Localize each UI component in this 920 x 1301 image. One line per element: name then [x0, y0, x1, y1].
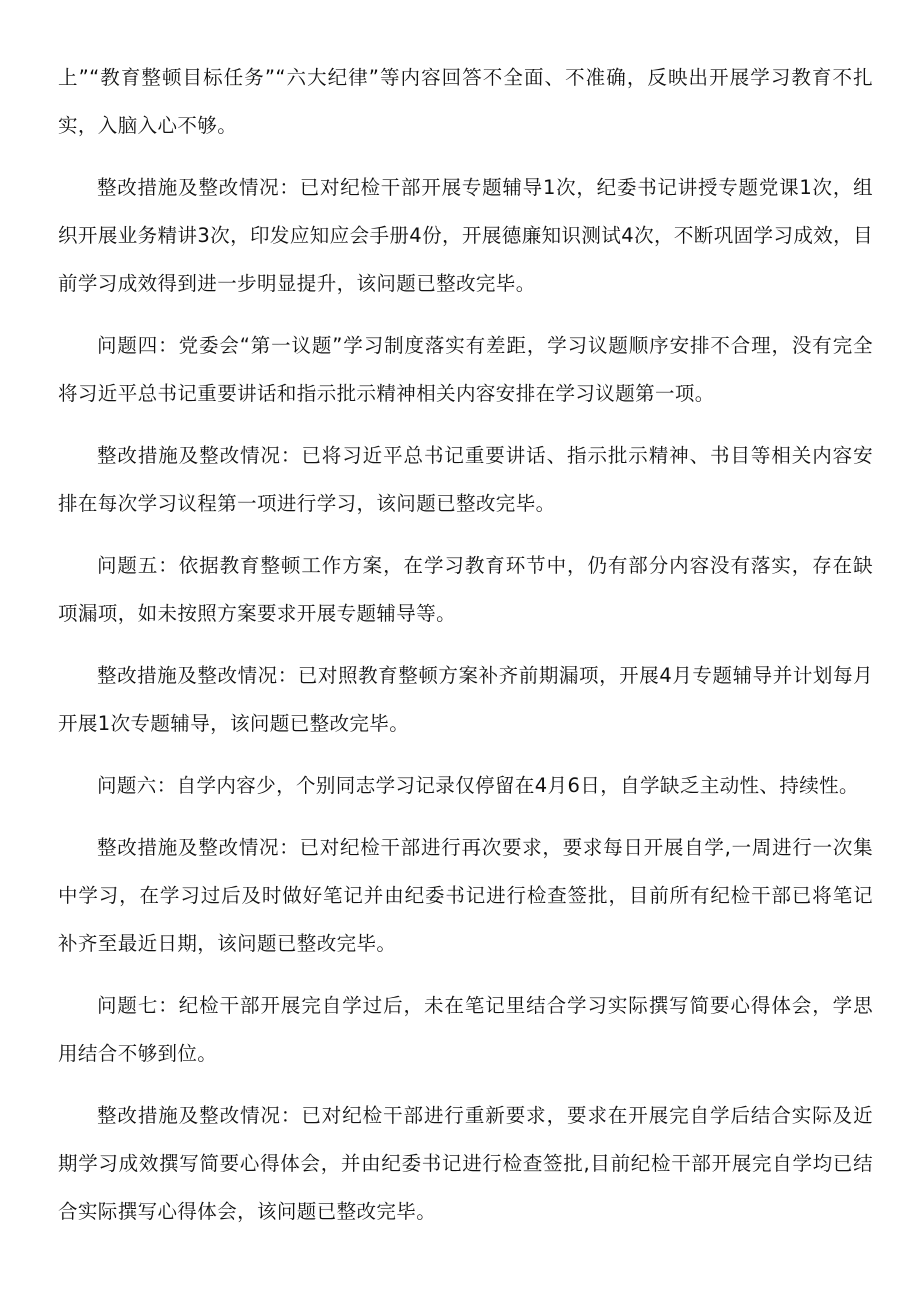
- paragraph-rectification-5: 整改措施及整改情况：已对照教育整顿方案补齐前期漏项，开展4月专题辅导并计划每月开展1次专题辅导，该问题已整改完毕。: [58, 664, 873, 735]
- paragraph-rectification-6: 整改措施及整改情况：已对纪检干部进行再次要求，要求每日开展自学,一周进行一次集中学习，在学习过后及时做好笔记并由纪委书记进行检查签批，目前所有纪检干部已将笔记补齐至最近日期，该问题已整改完毕。: [58, 836, 873, 955]
- document-body: [58, 54, 873, 1250]
- paragraph-continued: 上”“教育整顿目标任务”“六大纪律”等内容回答不全面、不准确，反映出开展学习教育不扎实，入脑入心不够。: [58, 66, 873, 137]
- paragraph-rectification-4: 整改措施及整改情况：已将习近平总书记重要讲话、指示批示精神、书目等相关内容安排在每次学习议程第一项进行学习，该问题已整改完毕。: [58, 444, 873, 515]
- paragraph-issue-5: 问题五：依据教育整顿工作方案，在学习教育环节中，仍有部分内容没有落实，存在缺项漏项，如未按照方案要求开展专题辅导等。: [58, 554, 873, 625]
- paragraph-issue-4: 问题四：党委会“第一议题”学习制度落实有差距，学习议题顺序安排不合理，没有完全将习近平总书记重要讲话和指示批示精神相关内容安排在学习议题第一项。: [58, 334, 873, 405]
- paragraph-rectification-1: 整改措施及整改情况：已对纪检干部开展专题辅导1次，纪委书记讲授专题党课1次，组织开展业务精讲3次，印发应知应会手册4份，开展德廉知识测试4次，不断巩固学习成效，目前学习成效得到进一步明显提升，该问题已整改完毕。: [58, 176, 873, 295]
- paragraph-issue-7: 问题七：纪检干部开展完自学过后，未在笔记里结合学习实际撰写简要心得体会，学思用结合不够到位。: [58, 994, 873, 1065]
- paragraph-issue-6: 问题六：自学内容少，个别同志学习记录仅停留在4月6日，自学缺乏主动性、持续性。: [97, 774, 859, 797]
- paragraph-rectification-7: 整改措施及整改情况：已对纪检干部进行重新要求，要求在开展完自学后结合实际及近期学习成效撰写简要心得体会，并由纪委书记进行检查签批,目前纪检干部开展完自学均已结合实际撰写心得体会，该问题已整改完毕。: [58, 1104, 873, 1223]
